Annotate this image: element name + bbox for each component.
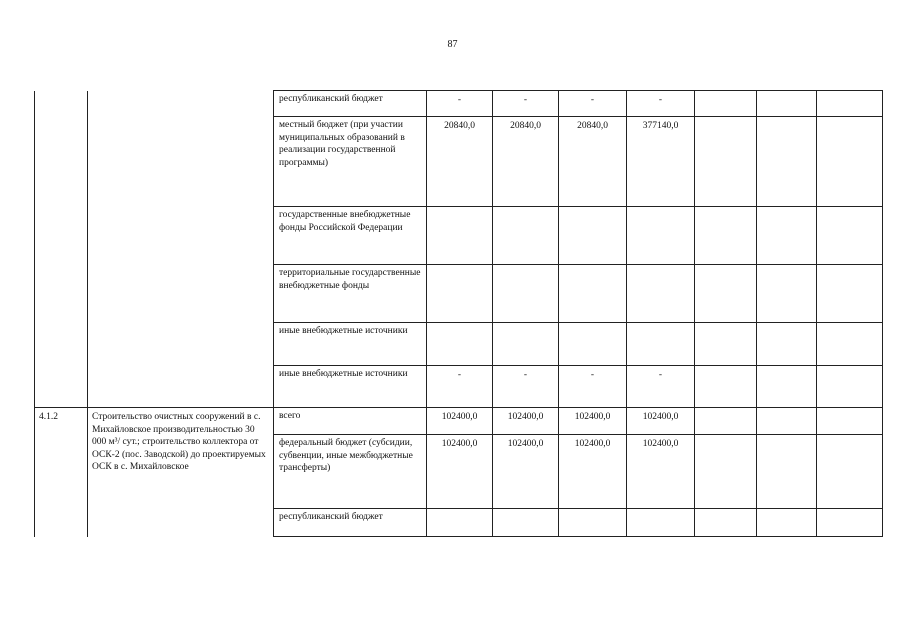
value-cell: 377140,0 <box>627 117 695 207</box>
value-cell <box>493 509 559 537</box>
value-cell <box>817 509 883 537</box>
value-cell <box>757 265 817 323</box>
value-cell: - <box>627 91 695 117</box>
value-cell <box>695 117 757 207</box>
value-cell <box>757 91 817 117</box>
value-cell <box>695 408 757 435</box>
value-cell: 102400,0 <box>427 435 493 509</box>
value-cell <box>695 366 757 408</box>
value-cell <box>559 207 627 265</box>
funding-source: местный бюджет (при участии муниципальных образований в реализации государственной программы) <box>274 117 427 207</box>
value-cell: - <box>559 366 627 408</box>
value-cell: - <box>427 91 493 117</box>
table-row <box>35 408 883 435</box>
value-cell <box>757 366 817 408</box>
value-cell: 102400,0 <box>427 408 493 435</box>
value-cell: 102400,0 <box>627 408 695 435</box>
value-cell <box>627 265 695 323</box>
value-cell: 102400,0 <box>559 408 627 435</box>
value-cell <box>695 207 757 265</box>
value-cell <box>627 207 695 265</box>
budget-table <box>34 90 883 537</box>
value-cell <box>695 91 757 117</box>
value-cell <box>695 435 757 509</box>
value-cell: - <box>427 366 493 408</box>
funding-source: государственные внебюджетные фонды Российской Федерации <box>274 207 427 265</box>
value-cell <box>757 207 817 265</box>
value-cell <box>695 265 757 323</box>
value-cell: - <box>493 366 559 408</box>
funding-source: территориальные государственные внебюджетные фонды <box>274 265 427 323</box>
value-cell <box>427 265 493 323</box>
value-cell <box>493 323 559 366</box>
value-cell <box>817 408 883 435</box>
value-cell <box>427 207 493 265</box>
value-cell <box>757 408 817 435</box>
table-row <box>35 91 883 117</box>
value-cell <box>817 117 883 207</box>
funding-source: федеральный бюджет (субсидии, субвенции, иные межбюджетные трансферты) <box>274 435 427 509</box>
funding-source: республиканский бюджет <box>274 509 427 537</box>
value-cell <box>817 323 883 366</box>
funding-source: иные внебюджетные источники <box>274 323 427 366</box>
value-cell <box>627 509 695 537</box>
description-cell-continued <box>88 91 274 408</box>
value-cell: 20840,0 <box>427 117 493 207</box>
value-cell: - <box>559 91 627 117</box>
value-cell <box>757 323 817 366</box>
page-number: 87 <box>447 39 458 50</box>
value-cell <box>493 265 559 323</box>
value-cell: 102400,0 <box>493 435 559 509</box>
funding-source: иные внебюджетные источники <box>274 366 427 408</box>
funding-source: республиканский бюджет <box>274 91 427 117</box>
value-cell <box>493 207 559 265</box>
value-cell <box>695 323 757 366</box>
value-cell <box>427 509 493 537</box>
value-cell <box>817 265 883 323</box>
value-cell <box>757 509 817 537</box>
value-cell: - <box>493 91 559 117</box>
item-description: Строительство очистных сооружений в с. Михайловское производительностью 30 000 м³/ сут.; строительство коллектора от ОСК-2 (пос. Заводской) до проектируемых ОСК в с. Михайловское <box>88 408 274 537</box>
value-cell <box>817 366 883 408</box>
value-cell: 20840,0 <box>493 117 559 207</box>
value-cell: 102400,0 <box>627 435 695 509</box>
value-cell <box>817 91 883 117</box>
value-cell <box>817 435 883 509</box>
value-cell: - <box>627 366 695 408</box>
value-cell <box>427 323 493 366</box>
code-cell-continued <box>35 91 88 408</box>
value-cell <box>559 265 627 323</box>
value-cell <box>695 509 757 537</box>
value-cell <box>757 117 817 207</box>
value-cell <box>817 207 883 265</box>
value-cell: 102400,0 <box>493 408 559 435</box>
value-cell: 102400,0 <box>559 435 627 509</box>
funding-source: всего <box>274 408 427 435</box>
value-cell <box>559 323 627 366</box>
value-cell <box>627 323 695 366</box>
value-cell: 20840,0 <box>559 117 627 207</box>
value-cell <box>757 435 817 509</box>
value-cell <box>559 509 627 537</box>
item-code: 4.1.2 <box>35 408 88 537</box>
